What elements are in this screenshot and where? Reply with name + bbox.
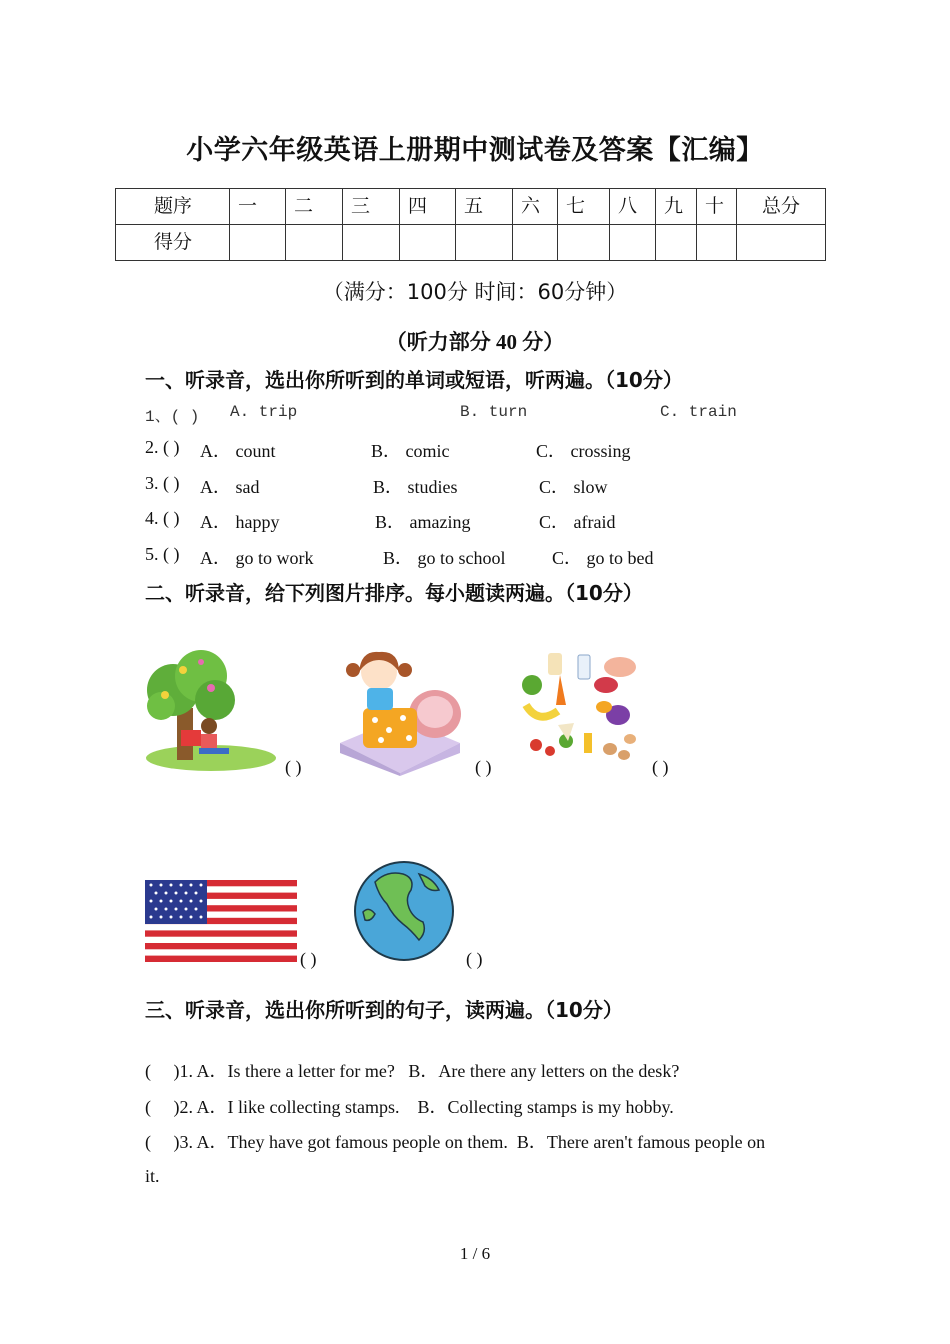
question2-option-b: B． comic — [371, 441, 450, 461]
table-cell[interactable] — [513, 225, 558, 261]
table-cell[interactable] — [286, 225, 343, 261]
food-picture — [518, 645, 643, 773]
listening-part-heading: （听力部分 40 分） — [385, 330, 565, 354]
table-cell: 九 — [656, 189, 697, 225]
answer-blank[interactable]: ( ) — [652, 757, 669, 777]
question5-option-c: C． go to bed — [552, 548, 654, 568]
section1-heading: 一、听录音，选出你所听到的单词或短语，听两遍。（10分） — [145, 368, 683, 392]
tree-reading-picture — [143, 650, 278, 775]
question3-option-a: A． sad — [200, 477, 260, 497]
sentence-question-3: ( )3. A．They have got famous people on them. B．There aren't famous people on — [145, 1132, 766, 1152]
table-row — [116, 225, 826, 261]
table-cell: 六 — [513, 189, 558, 225]
table-cell[interactable] — [558, 225, 610, 261]
table-cell: 三 — [343, 189, 400, 225]
question2-option-a: A． count — [200, 441, 276, 461]
answer-blank[interactable]: ( ) — [285, 757, 302, 777]
question4-option-a: A． happy — [200, 512, 280, 532]
question3-option-b: B． studies — [373, 477, 458, 497]
table-cell: 十 — [697, 189, 737, 225]
table-cell: 五 — [456, 189, 513, 225]
table-cell: 二 — [286, 189, 343, 225]
question4-option-b: B． amazing — [375, 512, 471, 532]
table-cell: 八 — [610, 189, 656, 225]
table-cell[interactable] — [610, 225, 656, 261]
section3-heading: 三、听录音，选出你所听到的句子，读两遍。（10分） — [145, 998, 623, 1022]
answer-blank[interactable]: ( ) — [466, 949, 483, 969]
answer-blank[interactable]: ( ) — [300, 949, 317, 969]
girl-making-bed-picture — [335, 648, 465, 776]
question1-option-a: A. trip — [230, 403, 298, 421]
sentence-question-1: ( )1. A．Is there a letter for me? B．Are there any letters on the desk? — [145, 1061, 680, 1081]
table-cell: 一 — [230, 189, 286, 225]
question5-option-b: B． go to school — [383, 548, 506, 568]
section2-heading: 二、听录音，给下列图片排序。每小题读两遍。（10分） — [145, 581, 643, 605]
question1-number: 1、( ) — [145, 408, 200, 426]
table-cell: 得分 — [116, 225, 230, 261]
page-number: 1 / 6 — [459, 1244, 491, 1263]
table-cell[interactable] — [456, 225, 513, 261]
table-cell: 四 — [400, 189, 456, 225]
table-cell[interactable] — [697, 225, 737, 261]
question3-option-c: C． slow — [539, 477, 608, 497]
us-flag-picture — [145, 880, 297, 962]
question2-option-c: C． crossing — [536, 441, 631, 461]
table-cell[interactable] — [656, 225, 697, 261]
table-cell: 题序 — [116, 189, 230, 225]
table-cell[interactable] — [400, 225, 456, 261]
table-cell[interactable] — [230, 225, 286, 261]
sentence-question-3-continued: it. — [145, 1166, 160, 1186]
earth-globe-picture — [353, 860, 455, 962]
question1-option-c: C. train — [660, 403, 737, 421]
page-title: 小学六年级英语上册期中测试卷及答案【汇编】 — [186, 135, 764, 166]
question1-option-b: B. turn — [460, 403, 528, 421]
question4-option-c: C． afraid — [539, 512, 616, 532]
table-cell: 总分 — [737, 189, 826, 225]
table-cell[interactable] — [737, 225, 826, 261]
question4-number: 4. ( ) — [145, 508, 180, 528]
question2-number: 2. ( ) — [145, 437, 180, 457]
question3-number: 3. ( ) — [145, 473, 180, 493]
sentence-question-2: ( )2. A．I like collecting stamps. B．Collecting stamps is my hobby. — [145, 1097, 674, 1117]
question5-number: 5. ( ) — [145, 544, 180, 564]
table-cell: 七 — [558, 189, 610, 225]
score-table — [115, 188, 826, 261]
answer-blank[interactable]: ( ) — [475, 757, 492, 777]
table-cell[interactable] — [343, 225, 400, 261]
table-row — [116, 189, 826, 225]
score-time-info: （满分：100分 时间：60分钟） — [322, 280, 628, 304]
question5-option-a: A． go to work — [200, 548, 314, 568]
